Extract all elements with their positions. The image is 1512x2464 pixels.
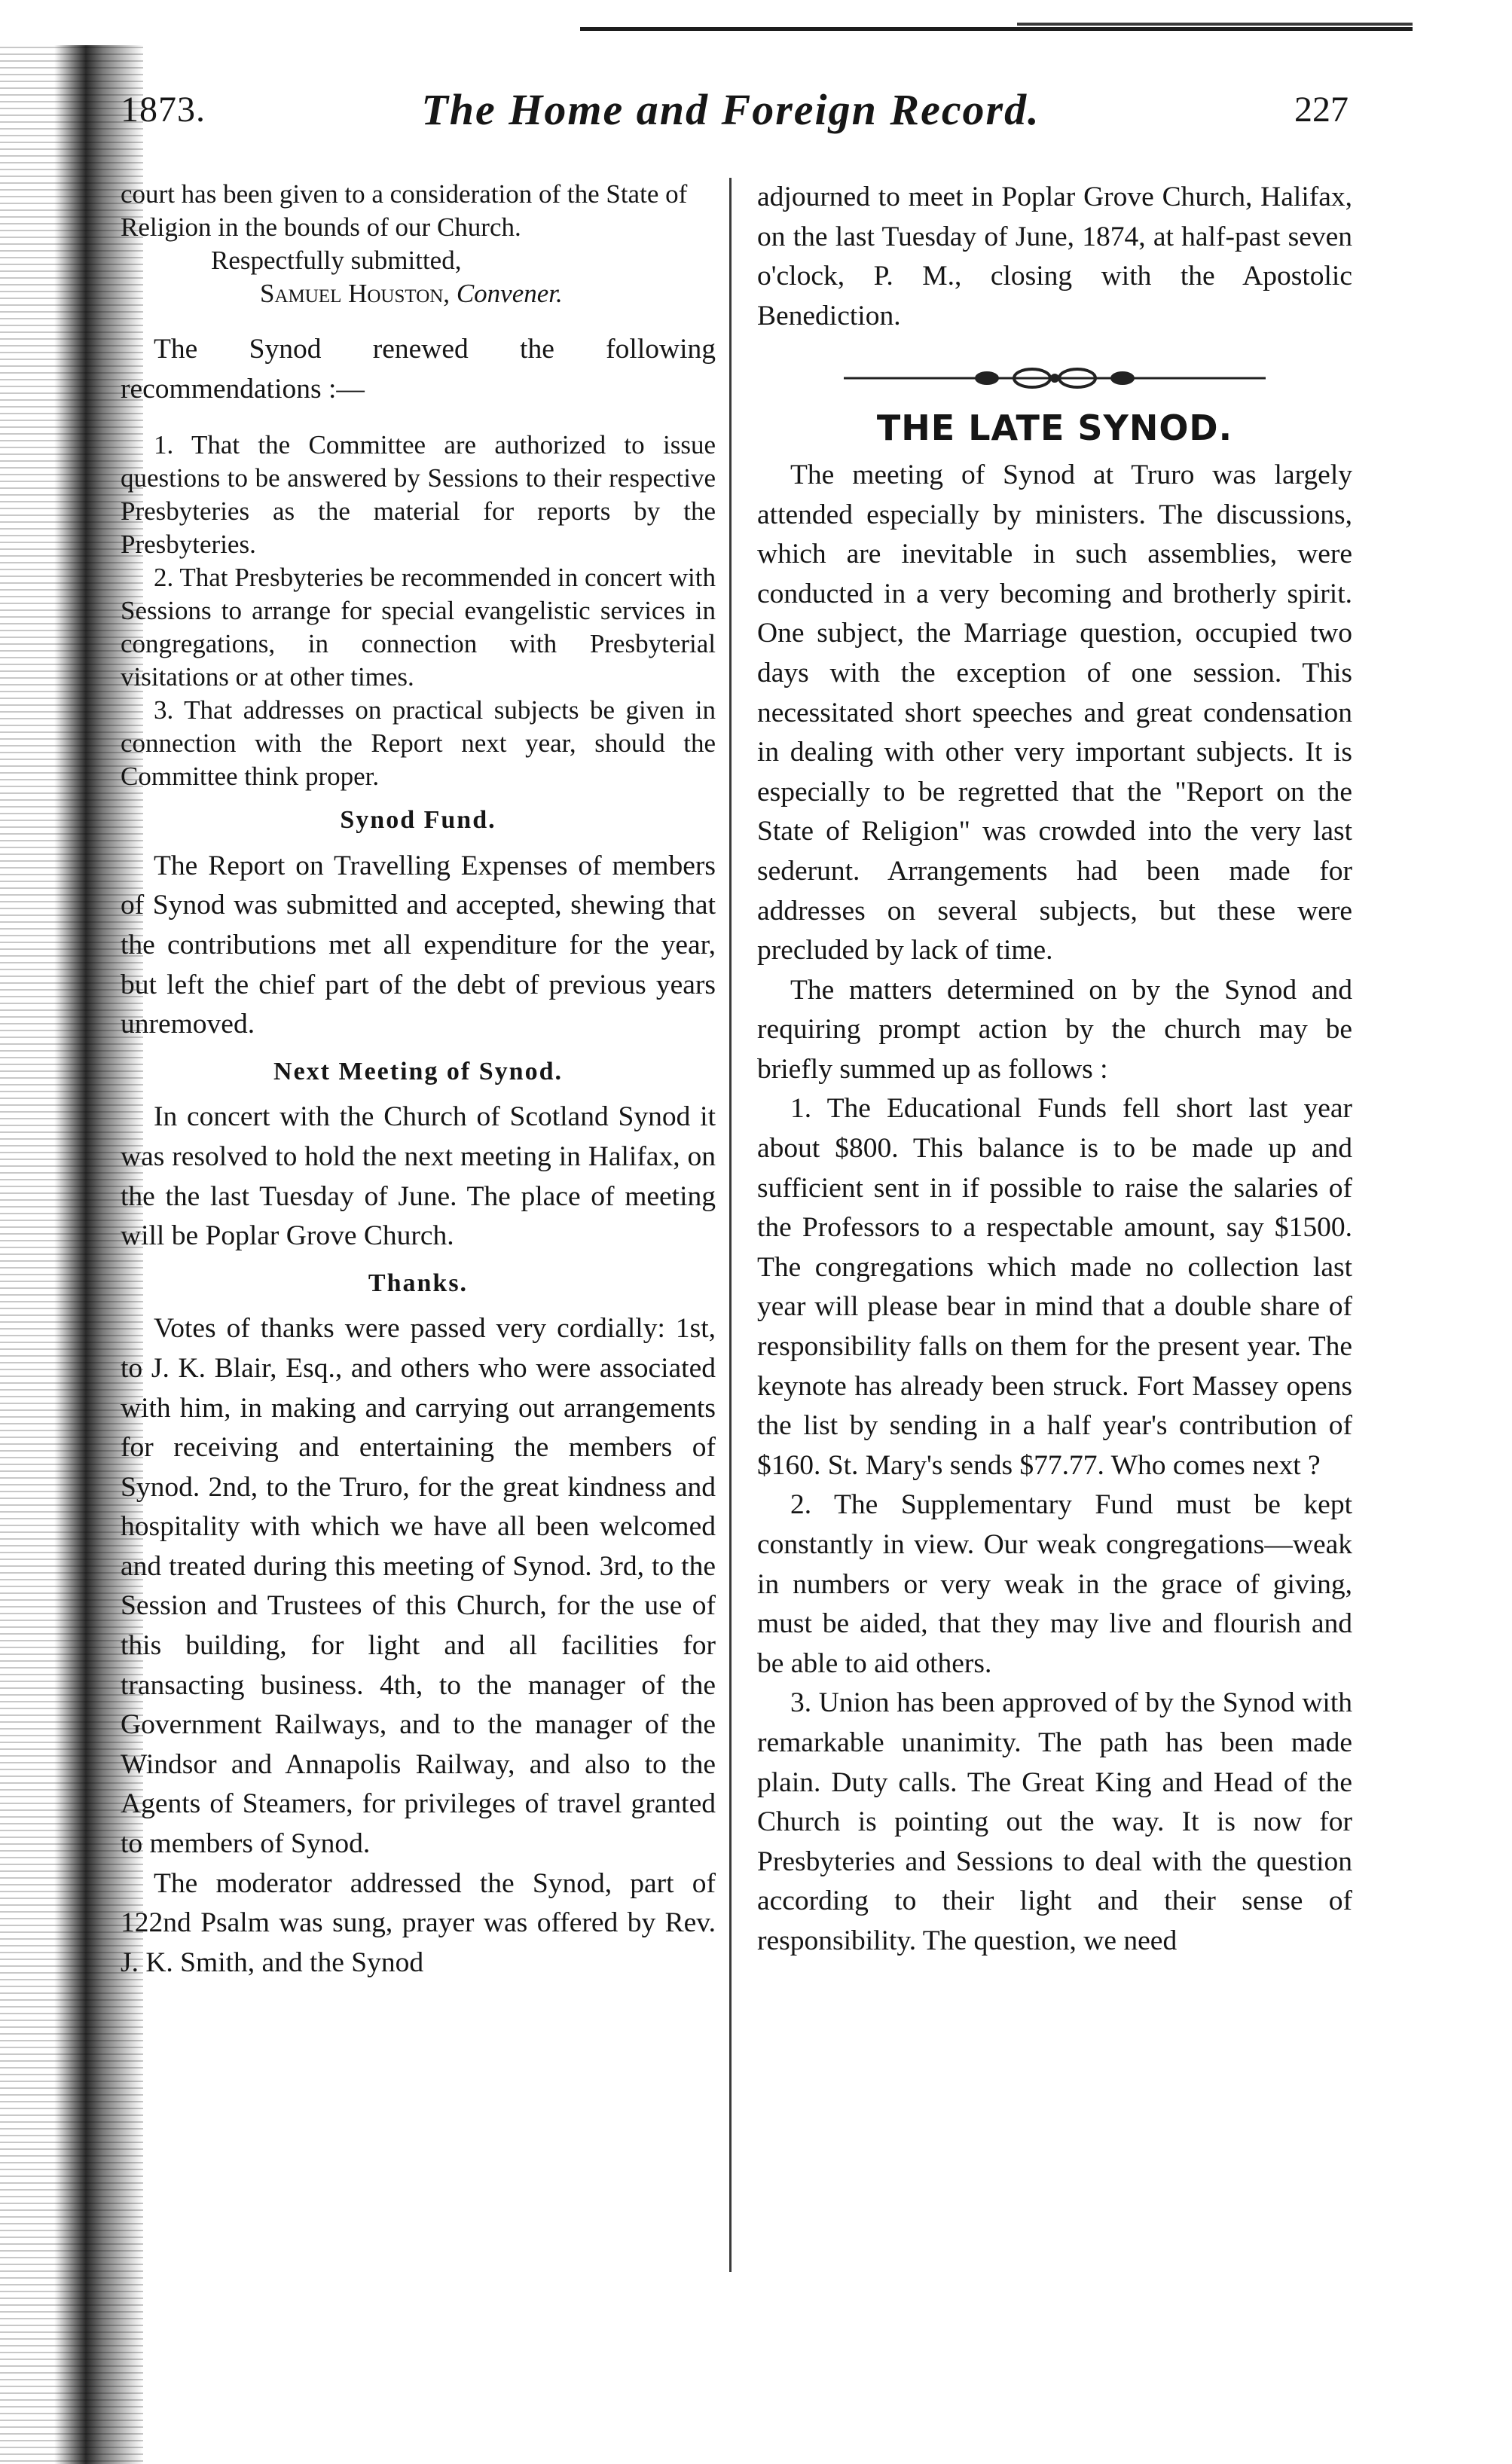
signature-role: Convener.	[456, 279, 563, 308]
paragraph-next-meeting: In concert with the Church of Scotland Synod it was resolved to hold the next meeting in Halifax, on the the last Tuesday of June. The place of meeting will be Poplar Grove Church.	[121, 1101, 716, 1252]
recommendation-item-3: 3. That addresses on practical subjects be given in connection with the Report next year, should the Committee think proper.	[121, 695, 716, 792]
paragraph-synod-fund: The Report on Travelling Expenses of members of Synod was submitted and accepted, shewing that the contributions met all expenditure for the year, but left the chief part of the debt of previous years unremoved.	[121, 850, 716, 1040]
page-header	[121, 85, 1349, 157]
right-paragraph-continued: adjourned to meet in Poplar Grove Church, Halifax, on the last Tuesday of June, 1874, at half-past seven o'clock, P. M., closing with the Apostolic Benediction.	[757, 182, 1352, 331]
recommendation-item-1: 1. That the Committee are authorized to issue questions to be answered by Sessions to their respective Presbyteries as the material for reports by the Presbyteries.	[121, 430, 716, 560]
column-divider	[729, 178, 732, 2272]
paragraph-matters-determined: The matters determined on by the Synod and requiring prompt action by the church may be briefly summed up as follows :	[757, 974, 1352, 1085]
item-union: 3. Union has been approved of by the Synod with remarkable unanimity. The path has been made plain. Duty calls. The Great King and Head of the Church is pointing out the way. It is now for Presbyteries and Sessions to deal with the question according to their light and their sense of responsibility. The question, we need	[757, 1687, 1352, 1956]
masthead-title: The Home and Foreign Record.	[421, 85, 1040, 134]
left-paragraph-continued: court has been given to a consideration of the State of Religion in the bounds of our Church.	[121, 179, 688, 242]
paragraph-late-synod: The meeting of Synod at Truro was largely attended especially by ministers. The discussions, which are inevitable in such assemblies, were conducted in a very becoming and brotherly spirit. One subject, the Marriage question, occupied two days with the exception of one session. This necessitated short speeches and great condensation in dealing with other very important subjects. It is especially to be regretted that the "Report on the State of Religion" was crowded into the very last sederunt. Arrangements had been made for addresses on several subjects, but these were precluded by lack of time.	[757, 459, 1352, 966]
paragraph-moderator: The moderator addressed the Synod, part of 122nd Psalm was sung, prayer was offered by Rev. J. K. Smith, and the Synod	[121, 1867, 716, 1978]
top-rule-upper	[1017, 23, 1413, 26]
ornament-divider-icon	[844, 363, 1266, 393]
heading-synod-fund: Synod Fund.	[340, 806, 496, 835]
header-year: 1873.	[121, 90, 206, 130]
signature-line: Respectfully submitted,	[211, 246, 462, 275]
top-rule	[580, 27, 1413, 31]
recommendation-item-2: 2. That Presbyteries be recommended in concert with Sessions to arrange for special evangelistic services in congregations, in connection with Presbyterial visitations or at other times.	[121, 563, 716, 692]
signature-block	[121, 277, 716, 310]
item-educational-funds: 1. The Educational Funds fell short last year about $800. This balance is to be made up and sufficient sent in if possible to raise the salaries of the Professors to a respectable amount, say $1500. The congregations which made no collection last year will please bear in mind that a double share of responsibility falls on them for the present year. The keynote has already been struck. Fort Massey opens the list by sending in a half year's contribution of $160. St. Mary's sends $77.77. Who comes next ?	[757, 1093, 1352, 1481]
page-number: 227	[1294, 90, 1349, 130]
heading-thanks: Thanks.	[368, 1269, 469, 1297]
spacer	[121, 409, 716, 429]
paragraph-thanks: Votes of thanks were passed very cordially: 1st, to J. K. Blair, Esq., and others who were associated with him, in making and carrying out arrangements for receiving and entertaining the members of Synod. 2nd, to the Truro, for the great kindness and hospitality with which we have all been welcomed and treated during this meeting of Synod. 3rd, to the Session and Trustees of this Church, for the use of this building, for light and all facilities for transacting business. 4th, to the manager of the Government Railways, and to the manager of the Windsor and Annapolis Railway, and also to the Agents of Steamers, for privileges of travel granted to members of Synod.	[121, 1313, 716, 1860]
spacer	[121, 310, 716, 330]
heading-next-meeting: Next Meeting of Synod.	[273, 1057, 563, 1085]
section-ornament	[757, 363, 1352, 393]
item-supplementary-fund: 2. The Supplementary Fund must be kept constantly in view. Our weak congregations—weak in numbers or very weak in the grace of giving, must be aided, that they may live and flourish and be able to aid others.	[757, 1489, 1352, 1679]
signature-name: Samuel Houston,	[260, 279, 451, 308]
heading-late-synod: THE LATE SYNOD.	[876, 408, 1233, 449]
recommendations-intro: The Synod renewed the following recommendations :—	[121, 334, 716, 405]
right-column	[757, 178, 1352, 1962]
left-column	[121, 178, 716, 1983]
